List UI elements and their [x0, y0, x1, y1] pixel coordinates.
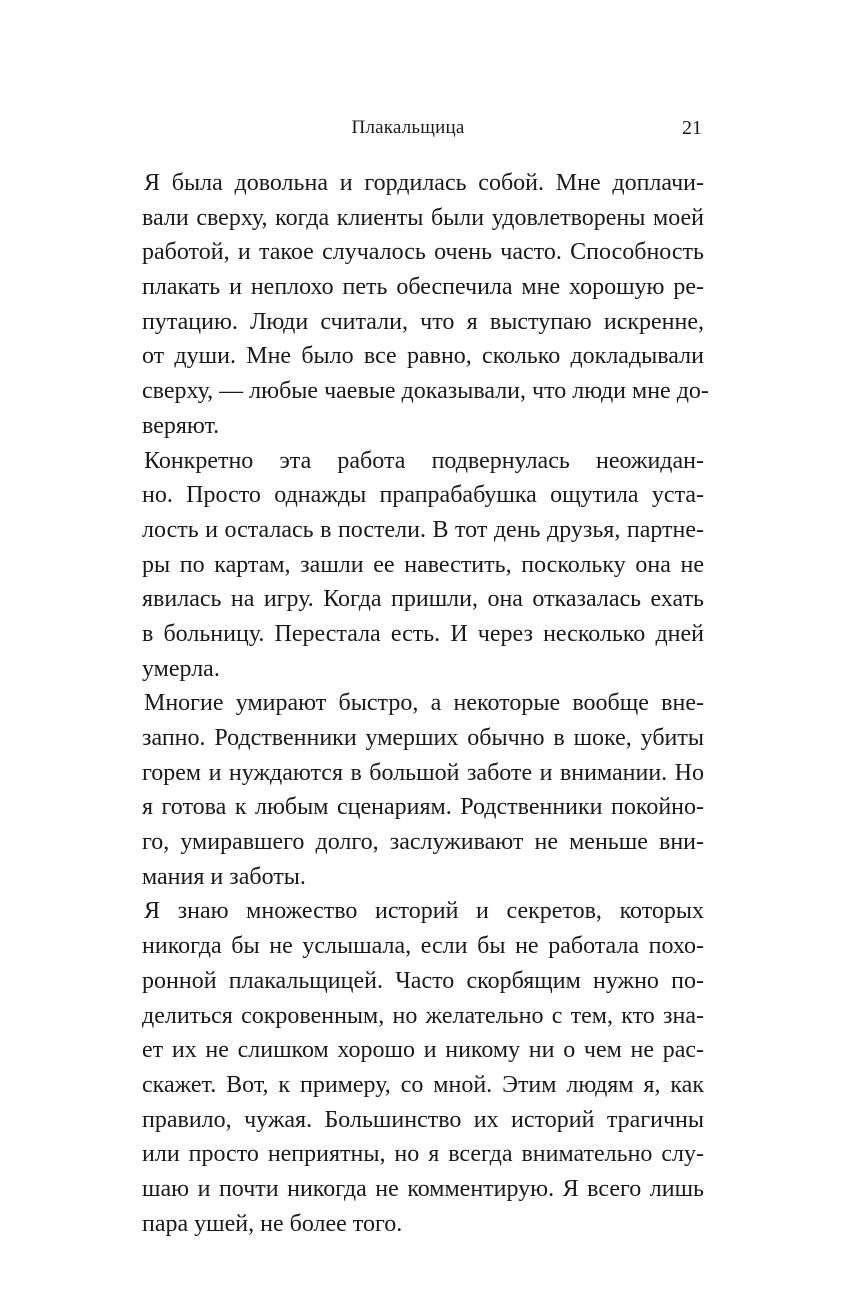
text-line: плакать и неплохо петь обеспечила мне хорошую ре-: [142, 274, 704, 301]
text-line: пара ушей, не более того.: [142, 1210, 403, 1237]
body-text: [142, 166, 709, 1241]
text-line: от души. Мне было все равно, сколько докладывали: [142, 343, 704, 370]
text-line: Многие умирают быстро, а некоторые вообще вне-: [144, 690, 704, 717]
text-line: Конкретно эта работа подвернулась неожидан-: [144, 447, 704, 474]
text-line: но. Просто однажды прапрабабушка ощутила уста-: [142, 482, 704, 509]
paragraph: [142, 894, 704, 1241]
running-header: [0, 112, 856, 144]
text-line: сверху, — любые чаевые доказывали, что люди мне до-: [142, 378, 709, 405]
page-number: 21: [682, 117, 702, 139]
text-line: делиться сокровенным, но желательно с тем, кто зна-: [142, 1002, 704, 1029]
text-line: мания и заботы.: [142, 863, 306, 890]
text-line: го, умиравшего долго, заслуживают не меньше вни-: [142, 829, 704, 856]
text-line: шаю и почти никогда не комментирую. Я всего лишь: [142, 1175, 704, 1202]
paragraph: [142, 166, 709, 444]
text-line: скажет. Вот, к примеру, со мной. Этим людям я, как: [142, 1071, 704, 1098]
text-line: лость и осталась в постели. В тот день друзья, партне-: [142, 516, 704, 543]
text-line: ет их не слишком хорошо и никому ни о чем не рас-: [142, 1037, 704, 1064]
text-line: или просто неприятны, но я всегда внимательно слу-: [142, 1141, 704, 1168]
text-line: горем и нуждаются в большой заботе и внимании. Но: [142, 759, 704, 786]
text-line: явилась на игру. Когда пришли, она отказалась ехать: [142, 586, 704, 613]
text-line: ры по картам, зашли ее навестить, поскольку она не: [142, 551, 704, 578]
text-line: умерла.: [142, 655, 220, 682]
text-line: в больницу. Перестала есть. И через несколько дней: [142, 620, 704, 647]
text-line: никогда бы не услышала, если бы не работала похо-: [142, 933, 704, 960]
text-line: веряют.: [142, 412, 220, 439]
text-line: запно. Родственники умерших обычно в шоке, убиты: [142, 725, 704, 751]
running-title: Плакальщица: [351, 117, 465, 138]
text-line: путацию. Люди считали, что я выступаю искренне,: [142, 308, 704, 335]
paragraph: [142, 444, 704, 687]
text-line: я готова к любым сценариям. Родственники покойно-: [142, 794, 704, 821]
text-line: Я была довольна и гордилась собой. Мне доплачи-: [144, 170, 704, 196]
text-line: Я знаю множество историй и секретов, которых: [144, 898, 704, 925]
text-line: правило, чужая. Большинство их историй трагичны: [142, 1106, 704, 1133]
text-line: ронной плакальщицей. Часто скорбящим нужно по-: [142, 967, 704, 994]
text-line: вали сверху, когда клиенты были удовлетворены моей: [142, 204, 704, 231]
text-line: работой, и такое случалось очень часто. Способность: [142, 239, 704, 266]
paragraph: [142, 686, 704, 894]
